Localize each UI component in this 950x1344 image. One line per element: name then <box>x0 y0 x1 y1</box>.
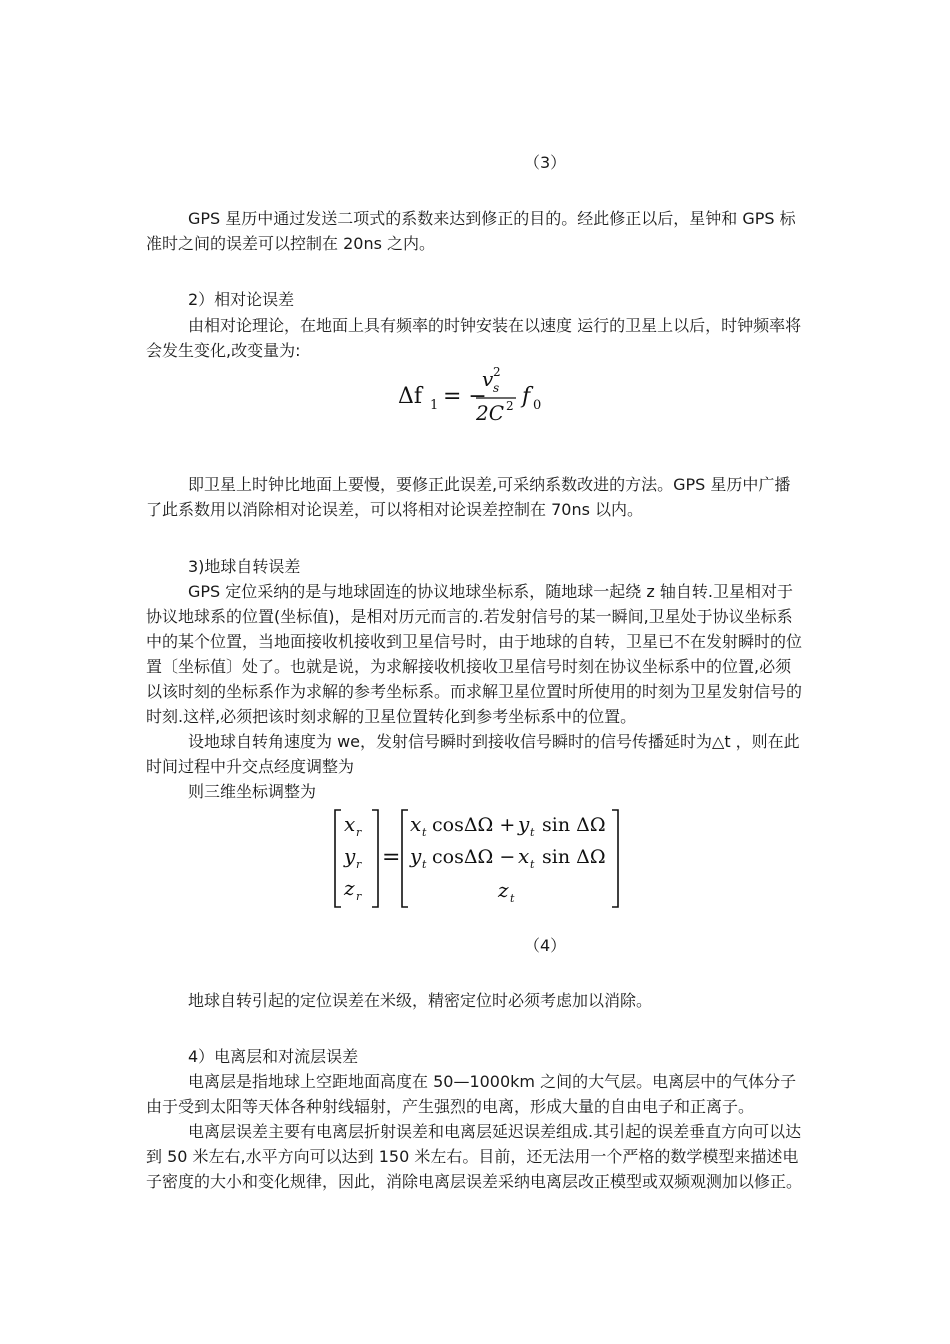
vector-z-sub: r <box>356 890 362 903</box>
row2-sin-term: sin ΔΩ <box>542 846 606 868</box>
vector-x-sub: r <box>356 826 362 839</box>
vector-y: y <box>344 844 356 868</box>
row1-y: y <box>518 812 530 836</box>
equation-number-4: （4） <box>524 936 567 955</box>
row1-y-sub: t <box>530 826 535 839</box>
formula-f: f <box>522 384 531 409</box>
row2-x: x <box>518 844 530 868</box>
row3-z: z <box>498 878 509 902</box>
paragraph-relativity-intro: 由相对论理论，在地面上具有频率的时钟安装在以速度 运行的卫星上以后，时钟频率将会发生变化,改变量为: <box>146 316 802 360</box>
formula-denominator: 2C <box>476 401 505 425</box>
row2-y-sub: t <box>422 858 427 871</box>
formula-rotation-matrix <box>332 806 624 916</box>
formula-lhs-sub: 1 <box>430 398 439 413</box>
row3-z-sub: t <box>510 892 515 905</box>
formula-lhs: Δf <box>398 384 423 409</box>
formula-rotation-matrix-svg <box>332 806 624 912</box>
formula-frequency-shift-svg <box>396 362 556 428</box>
heading-relativity-error: 2）相对论误差 <box>188 290 295 309</box>
formula-numerator-sup: 2 <box>493 365 501 379</box>
row2-x-sub: t <box>530 858 535 871</box>
vector-y-sub: r <box>356 858 362 871</box>
row1-sin-term: sin ΔΩ <box>542 814 606 836</box>
formula-denominator-sup: 2 <box>506 399 514 413</box>
row1-x-sub: t <box>422 826 427 839</box>
paragraph-rotation-conclusion: 地球自转引起的定位误差在米级，精密定位时必须考虑加以消除。 <box>188 991 653 1010</box>
paragraph-relativity-after: 即卫星上时钟比地面上要慢，要修正此误差,可采纳系数改进的方法。GPS 星历中广播了此系数用以消除相对论误差，可以将相对论误差控制在 70ns 以内。 <box>146 475 791 519</box>
row1-x: x <box>410 812 422 836</box>
vector-x: x <box>344 812 356 836</box>
paragraph-ionosphere-error: 电离层误差主要有电离层折射误差和电离层延迟误差组成.其引起的误差垂直方向可以达到 50 米左右,水平方向可以达到 150 米左右。目前，还无法用一个严格的数学模型来描述电子密度的大小和变化规律，因此，消除电离层误差采纳电离层改正模型或双频观测加以修正。 <box>146 1122 803 1191</box>
matrix-equals: = <box>382 845 401 870</box>
paragraph-clock-correction: GPS 星历中通过发送二项式的系数来达到修正的目的。经此修正以后，星钟和 GPS 标准时之间的误差可以控制在 20ns 之内。 <box>146 209 796 253</box>
formula-numerator: v <box>482 367 494 391</box>
formula-f-sub: 0 <box>533 398 542 413</box>
formula-frequency-shift <box>396 362 556 432</box>
equation-number-3: （3） <box>524 153 567 172</box>
paragraph-coordinate-adjust: 则三维坐标调整为 <box>188 782 317 801</box>
paragraph-ionosphere-definition: 电离层是指地球上空距地面高度在 50—1000km 之间的大气层。电离层中的气体分子由于受到太阳等天体各种射线辐射，产生强烈的电离，形成大量的自由电子和正离子。 <box>146 1072 797 1116</box>
formula-numerator-sub: s <box>493 381 500 395</box>
vector-z: z <box>344 876 355 900</box>
formula-equals-minus: = − <box>443 384 487 409</box>
row2-cos-term: cosΔΩ − <box>432 846 516 868</box>
row1-cos-term: cosΔΩ + <box>432 814 516 836</box>
paragraph-rotation-rate: 设地球自转角速度为 we，发射信号瞬时到接收信号瞬时的信号传播延时为△t ，则在此时间过程中升交点经度调整为 <box>146 732 800 776</box>
heading-ionosphere-troposphere-error: 4）电离层和对流层误差 <box>188 1047 359 1066</box>
heading-earth-rotation-error: 3)地球自转误差 <box>188 557 301 576</box>
row2-y: y <box>410 844 422 868</box>
paragraph-earth-rotation: GPS 定位采纳的是与地球固连的协议地球坐标系，随地球一起绕 z 轴自转.卫星相对于协议地球系的位置(坐标值)，是相对历元而言的.若发射信号的某一瞬间,卫星处于协议坐标系中的某个位置，当地面接收机接收到卫星信号时，由于地球的自转，卫星已不在发射瞬时的位置〔坐标值〕处了。也就是说，为求解接收机接收卫星信号时刻在协议坐标系中的位置,必须以该时刻的坐标系作为求解的参考坐标系。而求解卫星位置时所使用的时刻为卫星发射信号的时刻.这样,必须把该时刻求解的卫星位置转化到参考坐标系中的位置。 <box>146 582 803 726</box>
